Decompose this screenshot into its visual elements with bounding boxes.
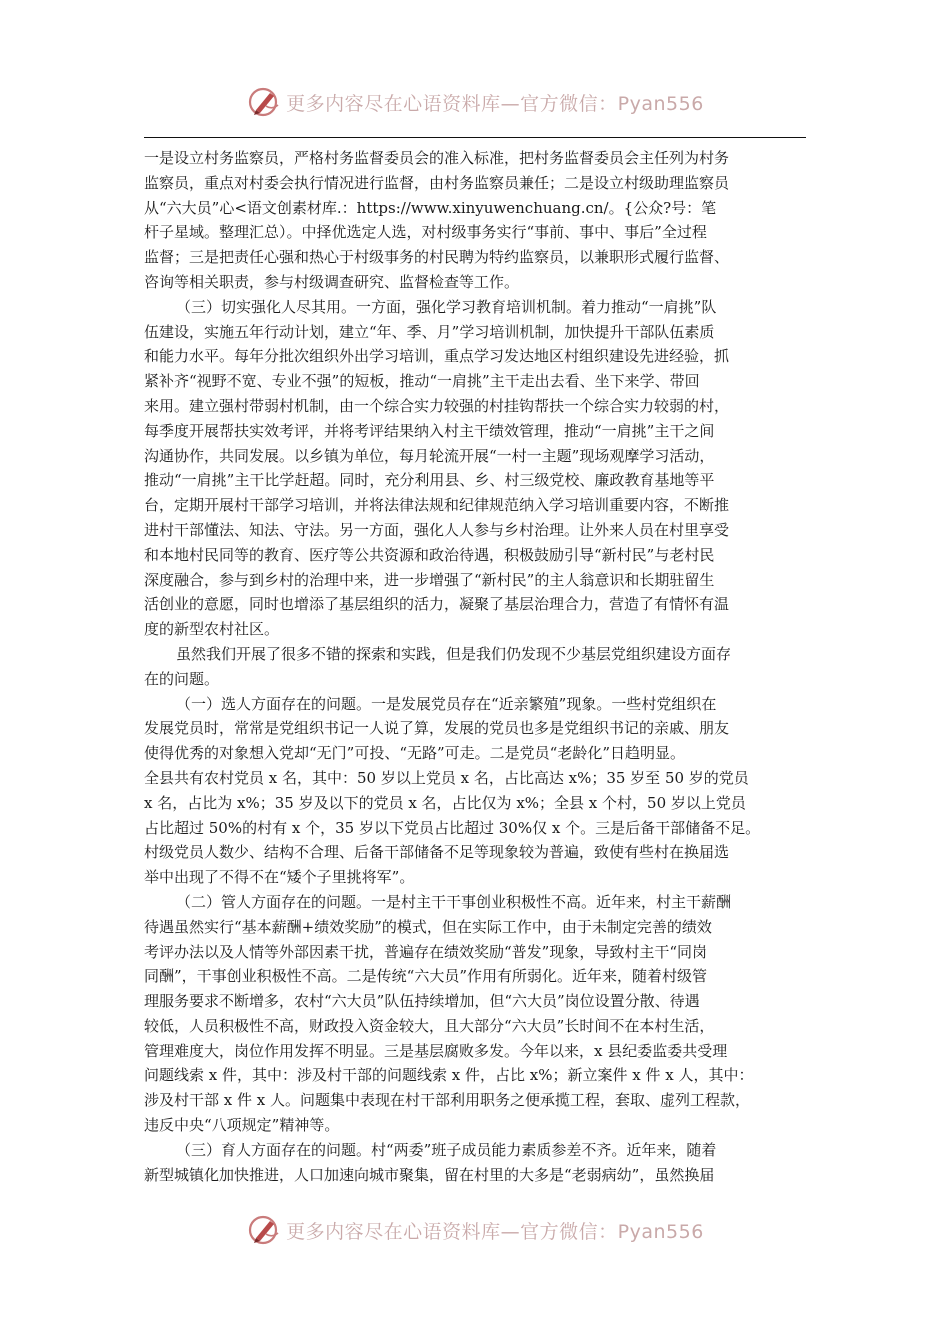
text-line: 发展党员时，常常是党组织书记一人说了算，发展的党员也多是党组织书记的亲戚、朋友 xyxy=(144,719,730,738)
text-line: 推动“一肩挑”主干比学赶超。同时，充分利用县、乡、村三级党校、廉政教育基地等平 xyxy=(144,471,715,490)
text-line: 进村干部懂法、知法、守法。另一方面，强化人人参与乡村治理。让外来人员在村里享受 xyxy=(144,520,730,539)
header-rule xyxy=(144,137,806,138)
paragraph-start: （三）育人方面存在的问题。村“两委”班子成员能力素质参差不齐。近年来，随着 xyxy=(176,1140,717,1159)
text-line: 涉及村干部 x 件 x 人。问题集中表现在村干部利用职务之便承揽工程，套取、虚列工程款， xyxy=(144,1091,750,1110)
text-line: 伍建设，实施五年行动计划，建立“年、季、月”学习培训机制，加快提升干部队伍素质 xyxy=(144,322,715,341)
text-line: 台，定期开展村干部学习培训，并将法律法规和纪律规范纳入学习培训重要内容，不断推 xyxy=(144,496,730,515)
text-line: 违反中央“八项规定”精神等。 xyxy=(144,1116,340,1135)
text-line: 监察员，重点对村委会执行情况进行监督，由村务监察员兼任；二是设立村级助理监察员 xyxy=(144,173,730,192)
text-line: 深度融合，参与到乡村的治理中来，进一步增强了“新村民”的主人翁意识和长期驻留生 xyxy=(144,570,715,589)
text-line: 占比超过 50%的村有 x 个，35 岁以下党员占比超过 30%仅 x 个。三是后备干部储备不足。 xyxy=(144,818,761,837)
text-line: 监督；三是把责任心强和热心于村级事务的村民聘为特约监察员，以兼职形式履行监督、 xyxy=(144,248,730,267)
text-line: 来用。建立强村带弱村机制，由一个综合实力较强的村挂钩帮扶一个综合实力较弱的村， xyxy=(144,396,730,415)
text-line: 和能力水平。每年分批次组织外出学习培训，重点学习发达地区村组织建设先进经验，抓 xyxy=(144,347,730,366)
text-line: 同酬”，干事创业积极性不高。二是传统“六大员”作用有所弱化。近年来，随着村级管 xyxy=(144,967,708,986)
text-line: 新型城镇化加快推进，人口加速向城市聚集，留在村里的大多是“老弱病幼”，虽然换届 xyxy=(144,1165,715,1184)
paragraph-start: 虽然我们开展了很多不错的探索和实践，但是我们仍发现不少基层党组织建设方面存 xyxy=(176,644,732,663)
pen-seal-logo-icon xyxy=(246,84,282,120)
bottom-watermark-banner xyxy=(0,1210,950,1250)
text-line: 考评办法以及人情等外部因素干扰，普遍存在绩效奖励“普发”现象，导致村主干“同岗 xyxy=(144,942,708,961)
text-line: 紧补齐“视野不宽、专业不强”的短板，推动“一肩挑”主干走出去看、坐下来学、带回 xyxy=(144,372,700,391)
top-watermark-banner xyxy=(0,82,950,122)
document-body xyxy=(144,146,808,1187)
text-line: 每季度开展帮扶实效考评，并将考评结果纳入村主干绩效管理，推动“一肩挑”主干之间 xyxy=(144,421,715,440)
text-line: 活创业的意愿，同时也增添了基层组织的活力，凝聚了基层治理合力，营造了有情怀有温 xyxy=(144,595,730,614)
text-line: 使得优秀的对象想入党却“无门”可投、“无路”可走。二是党员“老龄化”日趋明显。 xyxy=(144,744,686,763)
text-line: 理服务要求不断增多，农村“六大员”队伍持续增加，但“六大员”岗位设置分散、待遇 xyxy=(144,992,700,1011)
watermark-text: 更多内容尽在心语资料库—官方微信：Pyan556 xyxy=(286,1220,704,1243)
text-line: 一是设立村务监察员，严格村务监督委员会的准入标准，把村务监督委员会主任列为村务 xyxy=(144,149,730,167)
text-line: 管理难度大，岗位作用发挥不明显。三是基层腐败多发。今年以来，x 县纪委监委共受理 xyxy=(144,1041,728,1060)
text-line: 较低，人员积极性不高，财政投入资金较大，且大部分“六大员”长时间不在本村生活， xyxy=(144,1016,715,1035)
text-line: 度的新型农村社区。 xyxy=(144,620,280,639)
watermark-text: 更多内容尽在心语资料库—官方微信：Pyan556 xyxy=(286,92,704,115)
pen-seal-logo-icon xyxy=(246,1212,282,1248)
text-line: 村级党员人数少、结构不合理、后备干部储备不足等现象较为普遍，致使有些村在换届选 xyxy=(144,843,730,862)
paragraph-start: （一）选人方面存在的问题。一是发展党员存在“近亲繁殖”现象。一些村党组织在 xyxy=(176,694,717,713)
text-line: 全县共有农村党员 x 名，其中：50 岁以上党员 x 名，占比高达 x%；35 岁至 50 岁的党员 xyxy=(144,768,749,787)
text-line: 从“六大员”心<语文创素材库.：https://www.xinyuwenchuang.cn/。{公众?号：笔 xyxy=(144,198,717,217)
text-line: 待遇虽然实行“基本薪酬+绩效奖励”的模式，但在实际工作中，由于未制定完善的绩效 xyxy=(144,917,712,936)
text-line: 问题线索 x 件，其中：涉及村干部的问题线索 x 件，占比 x%；新立案件 x 件 x 人，其中： xyxy=(144,1066,754,1085)
paragraph-start: （二）管人方面存在的问题。一是村主干干事创业积极性不高。近年来，村主干薪酬 xyxy=(176,892,732,911)
text-line: 沟通协作，共同发展。以乡镇为单位，每月轮流开展“一村一主题”现场观摩学习活动， xyxy=(144,446,715,465)
paragraph-start: （三）切实强化人尽其用。一方面，强化学习教育培训机制。着力推动“一肩挑”队 xyxy=(176,297,717,316)
text-line: 杆子星域。整理汇总）。中择优选定人选，对村级事务实行“事前、事中、事后”全过程 xyxy=(144,223,707,242)
text-line: 举中出现了不得不在“矮个子里挑将军”。 xyxy=(144,868,415,887)
text-line: 咨询等相关职责，参与村级调查研究、监督检查等工作。 xyxy=(144,272,520,291)
text-line: 和本地村民同等的教育、医疗等公共资源和政治待遇，积极鼓励引导“新村民”与老村民 xyxy=(144,545,715,564)
text-line: 在的问题。 xyxy=(144,669,220,688)
text-line: x 名，占比为 x%；35 岁及以下的党员 x 名，占比仅为 x%；全县 x 个村，50 岁以上党员 xyxy=(144,793,746,812)
